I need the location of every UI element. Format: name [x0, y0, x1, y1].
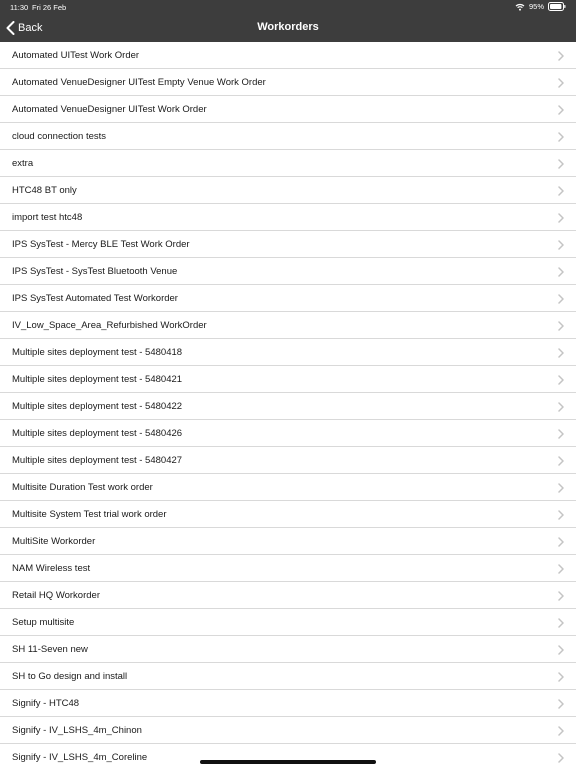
- list-item-label: import test htc48: [12, 212, 83, 223]
- list-item-label: Automated UITest Work Order: [12, 50, 140, 61]
- chevron-right-icon: [558, 159, 564, 169]
- list-item-label: IPS SysTest Automated Test Workorder: [12, 293, 178, 304]
- chevron-right-icon: [558, 699, 564, 709]
- chevron-right-icon: [558, 105, 564, 115]
- list-item[interactable]: [0, 501, 576, 528]
- list-item[interactable]: [0, 636, 576, 663]
- list-item-label: IV_Low_Space_Area_Refurbished WorkOrder: [12, 320, 207, 331]
- chevron-right-icon: [558, 537, 564, 547]
- page-title: Workorders: [257, 21, 319, 33]
- list-item-label: Signify - IV_LSHS_4m_Coreline: [12, 752, 148, 763]
- list-item[interactable]: [0, 312, 576, 339]
- status-time: 11:30: [10, 3, 29, 12]
- chevron-right-icon: [558, 645, 564, 655]
- list-item[interactable]: [0, 717, 576, 744]
- chevron-right-icon: [558, 591, 564, 601]
- list-item[interactable]: [0, 582, 576, 609]
- list-item-label: Multisite Duration Test work order: [12, 482, 153, 493]
- workorder-list: [0, 42, 576, 768]
- chevron-right-icon: [558, 510, 564, 520]
- chevron-right-icon: [558, 618, 564, 628]
- list-item[interactable]: [0, 744, 576, 768]
- list-item-label: SH to Go design and install: [12, 671, 128, 682]
- list-item-label: MultiSite Workorder: [12, 536, 96, 547]
- list-item[interactable]: [0, 69, 576, 96]
- list-item[interactable]: [0, 366, 576, 393]
- list-item[interactable]: [0, 690, 576, 717]
- list-item[interactable]: [0, 339, 576, 366]
- list-item-label: SH 11-Seven new: [12, 644, 88, 655]
- list-item[interactable]: [0, 96, 576, 123]
- list-item[interactable]: [0, 393, 576, 420]
- header: [0, 0, 576, 42]
- list-item[interactable]: [0, 123, 576, 150]
- list-item-label: Multiple sites deployment test - 5480426: [12, 428, 183, 439]
- chevron-right-icon: [558, 402, 564, 412]
- list-item-label: IPS SysTest - Mercy BLE Test Work Order: [12, 239, 190, 250]
- list-item-label: Multisite System Test trial work order: [12, 509, 167, 520]
- status-date: Fri 26 Feb: [32, 3, 67, 12]
- list-item-label: NAM Wireless test: [12, 563, 91, 574]
- back-label: Back: [18, 22, 43, 34]
- battery-percent: 95%: [528, 2, 544, 11]
- chevron-right-icon: [558, 429, 564, 439]
- list-item-label: Multiple sites deployment test - 5480421: [12, 374, 183, 385]
- list-item[interactable]: [0, 555, 576, 582]
- chevron-right-icon: [558, 240, 564, 250]
- chevron-right-icon: [558, 213, 564, 223]
- list-item-label: IPS SysTest - SysTest Bluetooth Venue: [12, 266, 178, 277]
- list-item-label: Automated VenueDesigner UITest Empty Venue Work Order: [12, 77, 266, 88]
- home-indicator[interactable]: [200, 760, 376, 764]
- chevron-right-icon: [558, 483, 564, 493]
- list-item[interactable]: [0, 177, 576, 204]
- list-item-label: Multiple sites deployment test - 5480422: [12, 401, 183, 412]
- list-item-label: cloud connection tests: [12, 131, 107, 142]
- chevron-right-icon: [558, 132, 564, 142]
- chevron-right-icon: [558, 267, 564, 277]
- list-item[interactable]: [0, 150, 576, 177]
- navigation-bar: [0, 14, 576, 42]
- list-item[interactable]: [0, 474, 576, 501]
- chevron-right-icon: [558, 348, 564, 358]
- list-item-label: extra: [12, 158, 34, 169]
- list-item-label: Multiple sites deployment test - 5480427: [12, 455, 183, 466]
- battery-icon: [548, 2, 566, 11]
- list-item-label: Retail HQ Workorder: [12, 590, 100, 601]
- status-bar: [0, 0, 576, 14]
- status-indicators: [515, 2, 566, 11]
- chevron-right-icon: [558, 78, 564, 88]
- list-item[interactable]: [0, 258, 576, 285]
- chevron-right-icon: [558, 375, 564, 385]
- list-item-label: Automated VenueDesigner UITest Work Order: [12, 104, 207, 115]
- list-item-label: Multiple sites deployment test - 5480418: [12, 347, 183, 358]
- list-item-label: Signify - HTC48: [12, 698, 80, 709]
- chevron-right-icon: [558, 564, 564, 574]
- list-item[interactable]: [0, 204, 576, 231]
- list-item[interactable]: [0, 528, 576, 555]
- list-item[interactable]: [0, 231, 576, 258]
- chevron-right-icon: [558, 672, 564, 682]
- chevron-right-icon: [558, 753, 564, 763]
- list-item[interactable]: [0, 42, 576, 69]
- list-item[interactable]: [0, 609, 576, 636]
- list-item[interactable]: [0, 420, 576, 447]
- list-item[interactable]: [0, 285, 576, 312]
- list-item[interactable]: [0, 447, 576, 474]
- list-item-label: Signify - IV_LSHS_4m_Chinon: [12, 725, 142, 736]
- list-item[interactable]: [0, 663, 576, 690]
- chevron-right-icon: [558, 321, 564, 331]
- list-item-label: Setup multisite: [12, 617, 75, 628]
- chevron-right-icon: [558, 186, 564, 196]
- chevron-right-icon: [558, 294, 564, 304]
- wifi-icon: [515, 3, 525, 11]
- chevron-right-icon: [558, 726, 564, 736]
- chevron-right-icon: [558, 456, 564, 466]
- chevron-right-icon: [558, 51, 564, 61]
- list-item-label: HTC48 BT only: [12, 185, 77, 196]
